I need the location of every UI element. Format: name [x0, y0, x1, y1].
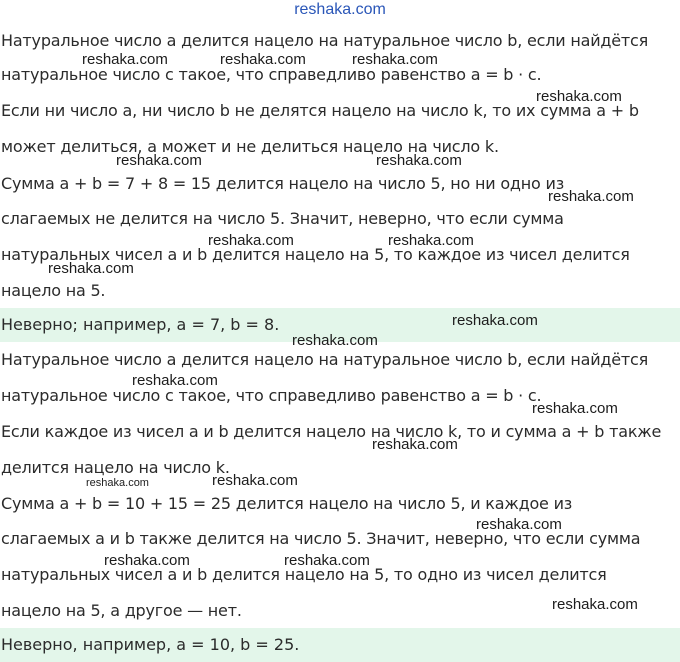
watermark: reshaka.com [476, 516, 562, 533]
block1-line-7: натуральных чисел a и b делится нацело на 5, то каждое из чисел делится [1, 245, 630, 264]
answer-box-2 [0, 628, 680, 662]
block2-line-7: натуральных чисел a и b делится нацело на 5, то одно из чисел делится [1, 565, 607, 584]
block2-line-5: Сумма a + b = 10 + 15 = 25 делится нацело на число 5, и каждое из [1, 494, 573, 513]
watermark: reshaka.com [220, 51, 306, 68]
watermark: reshaka.com [552, 596, 638, 613]
watermark: reshaka.com [208, 232, 294, 249]
block1-line-2: натуральное число c такое, что справедливо равенство a = b · c. [1, 65, 542, 84]
block2-line-6: слагаемых a и b также делится на число 5. Значит, неверно, что если сумма [1, 529, 641, 548]
block2-line-3: Если каждое из чисел a и b делится нацело на число k, то и сумма a + b также [1, 422, 662, 441]
watermark: reshaka.com [372, 436, 458, 453]
watermark: reshaka.com [212, 472, 298, 489]
block2-line-8: нацело на 5, а другое — нет. [1, 601, 242, 620]
block1-line-4: может делиться, а может и не делиться нацело на число k. [1, 137, 499, 156]
watermark: reshaka.com [388, 232, 474, 249]
watermark: reshaka.com [292, 332, 378, 349]
block2-line-2: натуральное число c такое, что справедливо равенство a = b · c. [1, 386, 542, 405]
watermark: reshaka.com [452, 312, 538, 329]
watermark: reshaka.com [48, 260, 134, 277]
answer-2: Неверно, например, a = 10, b = 25. [1, 635, 300, 654]
watermark: reshaka.com [532, 400, 618, 417]
watermark: reshaka.com [132, 372, 218, 389]
watermark: reshaka.com [548, 188, 634, 205]
site-title[interactable]: reshaka.com [294, 1, 386, 18]
watermark: reshaka.com [284, 552, 370, 569]
block1-line-8: нацело на 5. [1, 281, 106, 300]
block1-line-6: слагаемых не делится на число 5. Значит, неверно, что если сумма [1, 209, 564, 228]
block1-line-3: Если ни число a, ни число b не делятся нацело на число k, то их сумма a + b [1, 101, 639, 120]
watermark: reshaka.com [352, 51, 438, 68]
watermark: reshaka.com [104, 552, 190, 569]
block1-line-1: Натуральное число a делится нацело на натуральное число b, если найдётся [1, 31, 649, 50]
answer-1: Неверно; например, a = 7, b = 8. [1, 315, 280, 334]
watermark: reshaka.com [116, 152, 202, 169]
block2-line-4: делится нацело на число k. [1, 458, 230, 477]
watermark: reshaka.com [86, 477, 149, 489]
block2-line-1: Натуральное число a делится нацело на натуральное число b, если найдётся [1, 350, 649, 369]
watermark: reshaka.com [536, 88, 622, 105]
block1-line-5: Сумма a + b = 7 + 8 = 15 делится нацело на число 5, но ни одно из [1, 174, 565, 193]
watermark: reshaka.com [376, 152, 462, 169]
watermark: reshaka.com [82, 51, 168, 68]
